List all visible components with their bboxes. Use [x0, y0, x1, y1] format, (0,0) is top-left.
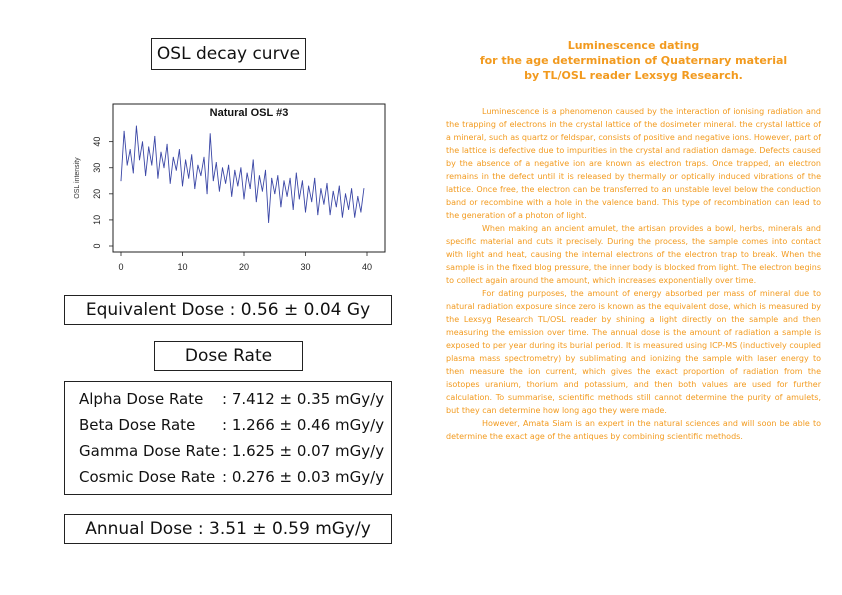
osl-data-point: [354, 217, 355, 218]
dose-rate-title: [154, 341, 303, 371]
osl-data-point: [336, 206, 337, 207]
equivalent-dose-box: [64, 295, 392, 325]
dose-rate-row-cosmic: [79, 464, 391, 490]
osl-data-point: [237, 186, 238, 187]
osl-data-point: [148, 146, 149, 147]
osl-data-point: [176, 170, 177, 171]
osl-data-point: [216, 162, 217, 163]
y-axis-label: OSL intensity: [74, 157, 81, 199]
osl-data-point: [173, 157, 174, 158]
osl-data-point: [290, 178, 291, 179]
dose-rate-value: : 1.266 ± 0.46 mGy/y: [222, 416, 385, 434]
osl-data-point: [121, 180, 122, 181]
osl-data-point: [330, 214, 331, 215]
osl-data-point: [311, 201, 312, 202]
dose-rate-label: Cosmic Dose Rate: [79, 468, 216, 486]
osl-decay-chart: [60, 98, 390, 278]
x-tick-label: 20: [238, 262, 250, 272]
article-paragraph: For dating purposes, the amount of energy absorbed per mass of mineral due to natural radiation exposure since zero is known as the equivalent dose, which is measured by the Lexsyg Research TL/OSL reader by shining a light directly on the sample and then measuring the emission over time. The annual dose is the amount of radiation a sample is exposed to per year during its burial period. It is measured using ICP-MS (inductively coupled plasma mass spectrometry) by sublimating and ionizing the sample with laser energy to then measure the ion current, which gives the exact proportion of radiation from the isotopes uranium, thorium and potassium, and then both values are used for further calculation. To summarise, scientific methods still cannot determine the purity of amulets, but they can determine how long ago they were made.: [446, 289, 821, 415]
osl-data-point: [271, 178, 272, 179]
osl-data-point: [284, 180, 285, 181]
osl-data-point: [182, 186, 183, 187]
osl-data-point: [179, 149, 180, 150]
osl-intensity-line: [121, 126, 364, 223]
osl-data-point: [228, 165, 229, 166]
osl-data-point: [219, 191, 220, 192]
osl-data-point: [317, 214, 318, 215]
osl-data-point: [296, 173, 297, 174]
osl-data-point: [339, 186, 340, 187]
chart-section-title-text: OSL decay curve: [156, 44, 301, 64]
equivalent-dose-text: Equivalent Dose : 0.56 ± 0.04 Gy: [85, 300, 371, 320]
article: [446, 38, 821, 443]
osl-data-point: [265, 170, 266, 171]
chart-section-title: [151, 38, 306, 70]
osl-data-point: [124, 131, 125, 132]
y-tick-label: 0: [92, 243, 102, 249]
article-title-line: by TL/OSL reader Lexsyg Research.: [524, 69, 743, 82]
osl-data-point: [323, 204, 324, 205]
osl-data-point: [161, 152, 162, 153]
osl-data-point: [130, 149, 131, 150]
annual-dose-box: [64, 514, 392, 544]
osl-data-point: [262, 191, 263, 192]
dose-rate-label: Gamma Dose Rate: [79, 442, 220, 460]
osl-data-point: [154, 136, 155, 137]
article-paragraph: However, Amata Siam is an expert in the natural sciences and will soon be able to determine the exact age of the antiques by combining scientific methods.: [446, 419, 821, 441]
osl-data-point: [268, 222, 269, 223]
x-tick-label: 40: [361, 262, 373, 272]
osl-data-point: [142, 141, 143, 142]
osl-data-point: [314, 178, 315, 179]
osl-data-point: [305, 212, 306, 213]
osl-data-point: [164, 167, 165, 168]
osl-data-point: [139, 159, 140, 160]
osl-data-point: [204, 157, 205, 158]
osl-data-point: [351, 188, 352, 189]
annual-dose-text: Annual Dose : 3.51 ± 0.59 mGy/y: [85, 519, 371, 539]
plot-frame: [113, 104, 385, 252]
osl-data-point: [197, 165, 198, 166]
y-tick-label: 40: [92, 136, 102, 147]
osl-data-point: [247, 173, 248, 174]
osl-data-point: [207, 193, 208, 194]
osl-data-point: [234, 170, 235, 171]
osl-data-point: [259, 175, 260, 176]
osl-data-point: [348, 209, 349, 210]
dose-rate-title-text: Dose Rate: [184, 346, 273, 366]
osl-data-point: [256, 201, 257, 202]
dose-rate-label: Beta Dose Rate: [79, 416, 196, 434]
x-tick-label: 30: [300, 262, 311, 272]
osl-data-point: [191, 154, 192, 155]
osl-data-point: [345, 193, 346, 194]
osl-data-point: [277, 175, 278, 176]
osl-data-point: [222, 167, 223, 168]
osl-data-point: [170, 183, 171, 184]
osl-data-point: [287, 196, 288, 197]
article-title-line: Luminescence dating: [567, 39, 700, 52]
dose-rate-table: [64, 381, 392, 495]
osl-data-point: [357, 196, 358, 197]
osl-data-point: [167, 144, 168, 145]
osl-data-point: [333, 191, 334, 192]
osl-data-point: [363, 188, 364, 189]
osl-data-point: [308, 186, 309, 187]
osl-data-point: [194, 188, 195, 189]
osl-data-point: [231, 196, 232, 197]
y-tick-label: 10: [92, 214, 102, 225]
chart-title: Natural OSL #3: [209, 107, 289, 119]
osl-data-point: [360, 212, 361, 213]
osl-data-point: [302, 180, 303, 181]
osl-data-point: [145, 175, 146, 176]
article-title: [446, 38, 821, 83]
y-tick-label: 30: [92, 162, 102, 173]
osl-data-point: [200, 175, 201, 176]
article-title-line: for the age determination of Quaternary material: [479, 54, 788, 67]
osl-data-point: [127, 165, 128, 166]
dose-rate-value: : 1.625 ± 0.07 mGy/y: [222, 442, 385, 460]
osl-data-point: [244, 199, 245, 200]
osl-data-point: [188, 178, 189, 179]
article-paragraph: Luminescence is a phenomenon caused by the interaction of ionising radiation and the trapping of electrons in the crystal lattice of the dosimeter mineral. the crystal lattice of a mineral, such as quartz or feldspar, consists of positive and negative ions. However, part of the lattice is defective due to impurities in the crystal and radiation damage. Defects caused by the absence of a negative ion are known as electron traps. Once trapped, an electron remains in the defect until it is released by thermally or optically induced vibrations of the lattice. Once free, the electron can be transferred to an unstable level below the conduction band or recombine with a hole in the valence band. This type of recombination can lead to the generation of a photon of light.: [446, 107, 821, 220]
article-paragraph: When making an ancient amulet, the artisan provides a bowl, herbs, minerals and specific material and cuts it precisely. During the process, the sample comes into contact with light and heat, causing the internal electrons of the electron trap to break. When the sample is in the fixed blog pressure, the inner body is blocked from light. The electron begins to collect again around the amount, which increases exponentially over time.: [446, 224, 821, 285]
osl-data-point: [133, 173, 134, 174]
osl-data-point: [299, 199, 300, 200]
osl-data-point: [225, 183, 226, 184]
osl-data-point: [253, 159, 254, 160]
osl-data-point: [240, 167, 241, 168]
osl-data-point: [342, 217, 343, 218]
osl-data-point: [136, 126, 137, 127]
osl-data-point: [293, 209, 294, 210]
dose-rate-value: : 7.412 ± 0.35 mGy/y: [222, 390, 385, 408]
osl-data-point: [157, 178, 158, 179]
dose-rate-row-beta: [79, 412, 391, 438]
osl-data-point: [250, 188, 251, 189]
x-tick-label: 0: [118, 262, 124, 272]
y-tick-label: 20: [92, 188, 102, 199]
osl-data-point: [320, 188, 321, 189]
dose-rate-row-alpha: [79, 386, 391, 412]
osl-data-point: [280, 206, 281, 207]
dose-rate-label: Alpha Dose Rate: [79, 390, 204, 408]
dose-rate-value: : 0.276 ± 0.03 mGy/y: [222, 468, 385, 486]
osl-data-point: [213, 180, 214, 181]
osl-data-point: [327, 183, 328, 184]
osl-data-point: [210, 133, 211, 134]
osl-data-point: [185, 159, 186, 160]
osl-data-point: [274, 193, 275, 194]
osl-data-point: [151, 165, 152, 166]
x-tick-label: 10: [177, 262, 188, 272]
dose-rate-row-gamma: [79, 438, 391, 464]
